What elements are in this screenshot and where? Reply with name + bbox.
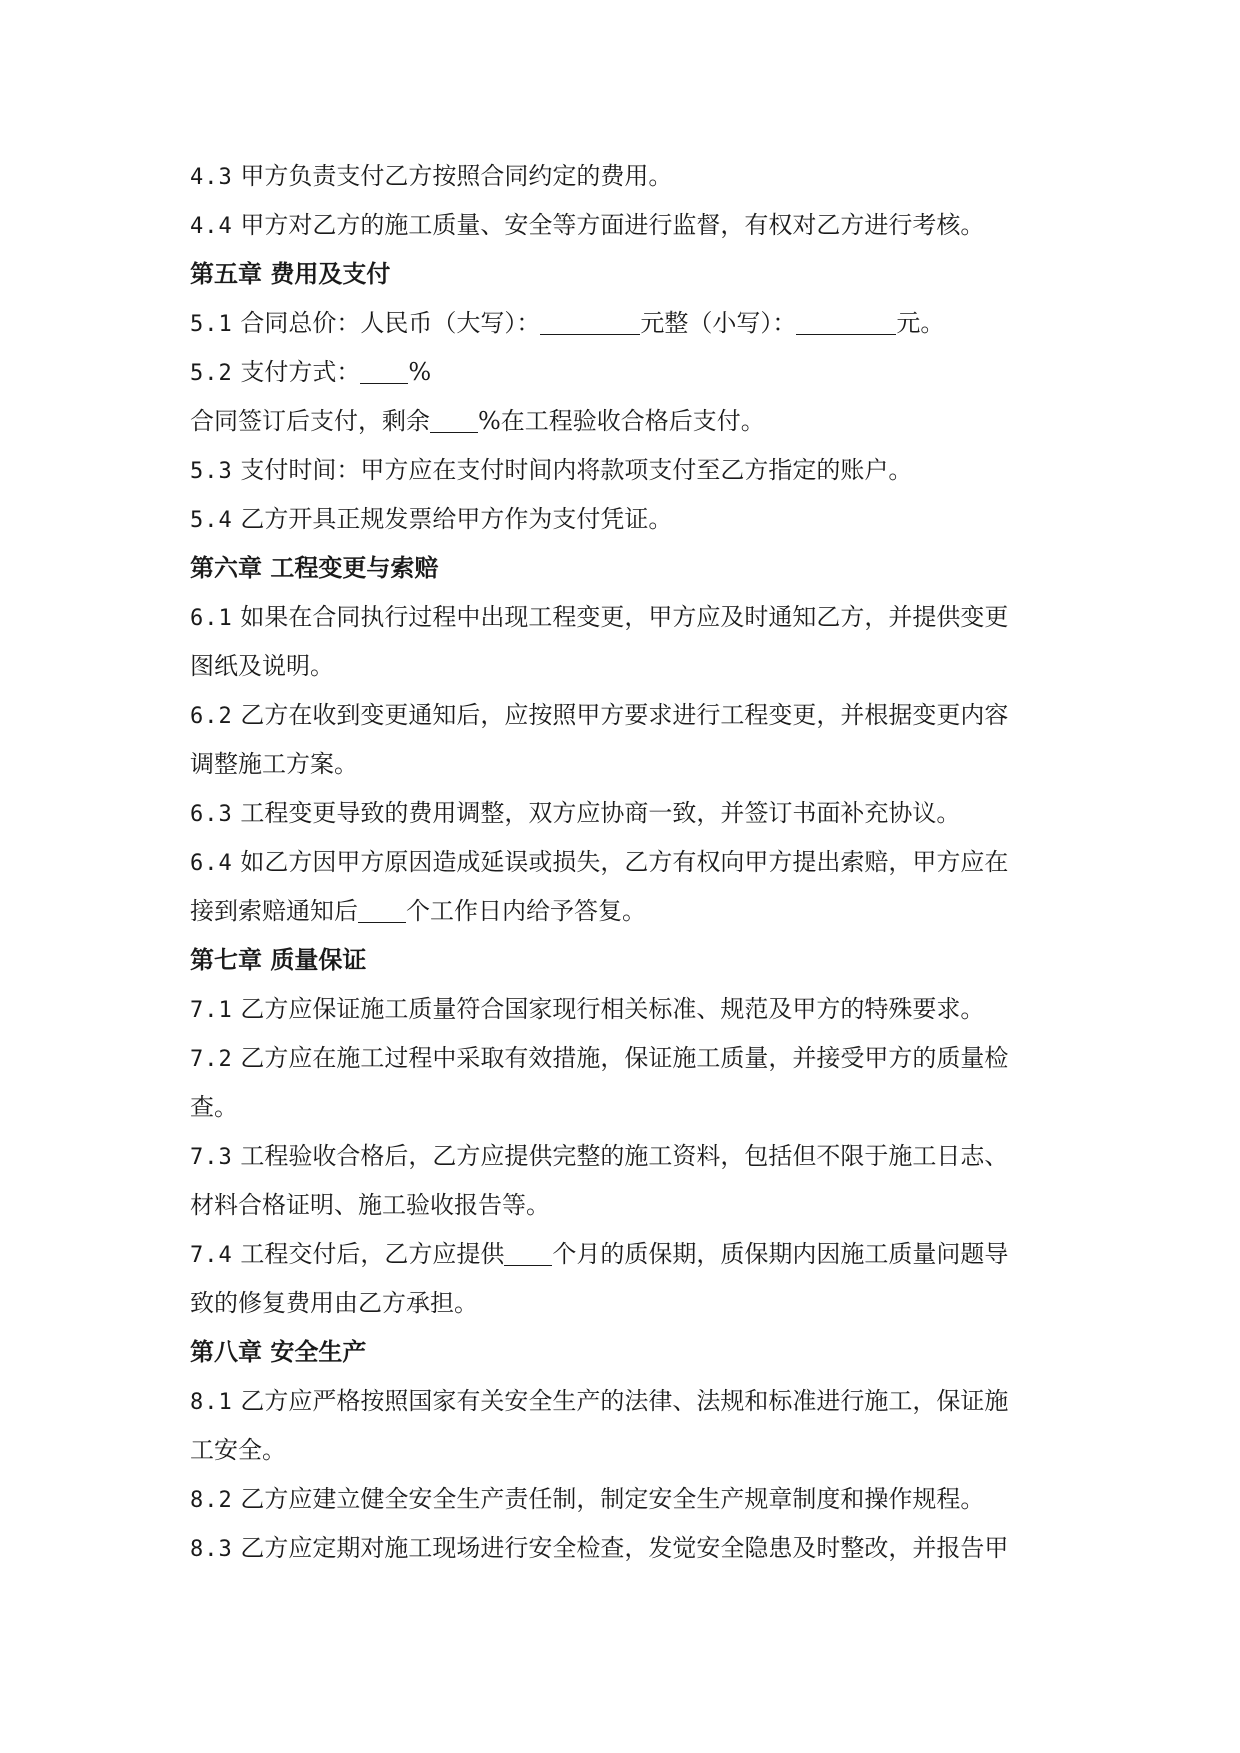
clause-text-part: 合同总价：人民币（大写）： bbox=[240, 309, 541, 337]
clause-text-part: 元整（小写）： bbox=[640, 309, 797, 337]
clause-number: 6.3 bbox=[190, 802, 233, 827]
clause-5-3 bbox=[190, 446, 1070, 495]
clause-number: 5.2 bbox=[190, 361, 233, 386]
clause-8-2 bbox=[190, 1475, 1070, 1524]
chapter-8-heading: 第八章 安全生产 bbox=[190, 1338, 367, 1366]
clause-text: 乙方应建立健全安全生产责任制，制定安全生产规章制度和操作规程。 bbox=[240, 1485, 985, 1513]
clause-number: 8.3 bbox=[190, 1537, 233, 1562]
clause-number: 6.2 bbox=[190, 704, 233, 729]
blank-field bbox=[430, 406, 478, 433]
clause-number: 6.4 bbox=[190, 851, 233, 876]
clause-number: 8.1 bbox=[190, 1390, 233, 1415]
clause-6-4 bbox=[190, 838, 1070, 887]
clause-text: 甲方负责支付乙方按照合同约定的费用。 bbox=[240, 162, 673, 190]
clause-8-1-continued: 工安全。 bbox=[190, 1436, 286, 1464]
clause-text-part: % bbox=[408, 358, 432, 386]
clause-text: 乙方应在施工过程中采取有效措施，保证施工质量，并接受甲方的质量检 bbox=[240, 1044, 1009, 1072]
clause-7-1 bbox=[190, 985, 1070, 1034]
chapter-7-heading: 第七章 质量保证 bbox=[190, 946, 367, 974]
clause-text: 工程验收合格后，乙方应提供完整的施工资料，包括但不限于施工日志、 bbox=[240, 1142, 1009, 1170]
clause-number: 7.2 bbox=[190, 1047, 233, 1072]
chapter-5-heading: 第五章 费用及支付 bbox=[190, 260, 391, 288]
clause-text-part: 个月的质保期，质保期内因施工质量问题导 bbox=[552, 1240, 1009, 1268]
clause-number: 6.1 bbox=[190, 606, 233, 631]
clause-5-1 bbox=[190, 299, 1070, 348]
clause-6-2-continued: 调整施工方案。 bbox=[190, 750, 358, 778]
clause-7-2 bbox=[190, 1034, 1070, 1083]
clause-7-3 bbox=[190, 1132, 1070, 1181]
clause-4-3 bbox=[190, 152, 1070, 201]
blank-field bbox=[540, 308, 640, 335]
clause-text: 乙方开具正规发票给甲方作为支付凭证。 bbox=[240, 505, 673, 533]
blank-field bbox=[504, 1239, 552, 1266]
clause-8-3 bbox=[190, 1524, 1070, 1573]
clause-5-4 bbox=[190, 495, 1070, 544]
blank-field bbox=[360, 357, 408, 384]
clause-6-1 bbox=[190, 593, 1070, 642]
clause-6-1-continued: 图纸及说明。 bbox=[190, 652, 334, 680]
clause-text-part: 个工作日内给予答复。 bbox=[406, 897, 646, 925]
clause-7-4-continued: 致的修复费用由乙方承担。 bbox=[190, 1289, 478, 1317]
clause-text-part: %在工程验收合格后支付。 bbox=[478, 407, 765, 435]
clause-text: 支付时间：甲方应在支付时间内将款项支付至乙方指定的账户。 bbox=[240, 456, 913, 484]
clause-number: 4.4 bbox=[190, 214, 233, 239]
clause-6-4-continued bbox=[190, 887, 1070, 936]
chapter-6-heading: 第六章 工程变更与索赔 bbox=[190, 554, 439, 582]
clause-number: 8.2 bbox=[190, 1488, 233, 1513]
clause-text: 乙方应保证施工质量符合国家现行相关标准、规范及甲方的特殊要求。 bbox=[240, 995, 985, 1023]
clause-4-4 bbox=[190, 201, 1070, 250]
clause-text: 如乙方因甲方原因造成延误或损失，乙方有权向甲方提出索赔，甲方应在 bbox=[240, 848, 1009, 876]
clause-text: 工程变更导致的费用调整，双方应协商一致，并签订书面补充协议。 bbox=[240, 799, 961, 827]
clause-number: 5.4 bbox=[190, 508, 233, 533]
clause-number: 7.4 bbox=[190, 1243, 233, 1268]
clause-number: 5.3 bbox=[190, 459, 233, 484]
clause-text-part: 工程交付后，乙方应提供 bbox=[240, 1240, 505, 1268]
clause-text: 乙方应定期对施工现场进行安全检查，发觉安全隐患及时整改，并报告甲 bbox=[240, 1534, 1009, 1562]
clause-5-2 bbox=[190, 348, 1070, 397]
clause-text-part: 支付方式： bbox=[240, 358, 361, 386]
clause-8-1 bbox=[190, 1377, 1070, 1426]
clause-text-part: 合同签订后支付，剩余 bbox=[190, 407, 430, 435]
clause-number: 4.3 bbox=[190, 165, 233, 190]
clause-text: 乙方应严格按照国家有关安全生产的法律、法规和标准进行施工，保证施 bbox=[240, 1387, 1009, 1415]
clause-number: 7.1 bbox=[190, 998, 233, 1023]
clause-5-2-continued bbox=[190, 397, 1070, 446]
clause-text: 如果在合同执行过程中出现工程变更，甲方应及时通知乙方，并提供变更 bbox=[240, 603, 1009, 631]
clause-6-3 bbox=[190, 789, 1070, 838]
clause-7-4 bbox=[190, 1230, 1070, 1279]
clause-text-part: 接到索赔通知后 bbox=[190, 897, 358, 925]
clause-text: 乙方在收到变更通知后，应按照甲方要求进行工程变更，并根据变更内容 bbox=[240, 701, 1009, 729]
clause-number: 7.3 bbox=[190, 1145, 233, 1170]
clause-number: 5.1 bbox=[190, 312, 233, 337]
clause-text-part: 元。 bbox=[896, 309, 945, 337]
clause-6-2 bbox=[190, 691, 1070, 740]
contract-body bbox=[190, 152, 1070, 1573]
blank-field bbox=[796, 308, 896, 335]
clause-text: 甲方对乙方的施工质量、安全等方面进行监督，有权对乙方进行考核。 bbox=[240, 211, 985, 239]
clause-7-2-continued: 查。 bbox=[190, 1093, 238, 1121]
clause-7-3-continued: 材料合格证明、施工验收报告等。 bbox=[190, 1191, 550, 1219]
blank-field bbox=[358, 896, 406, 923]
